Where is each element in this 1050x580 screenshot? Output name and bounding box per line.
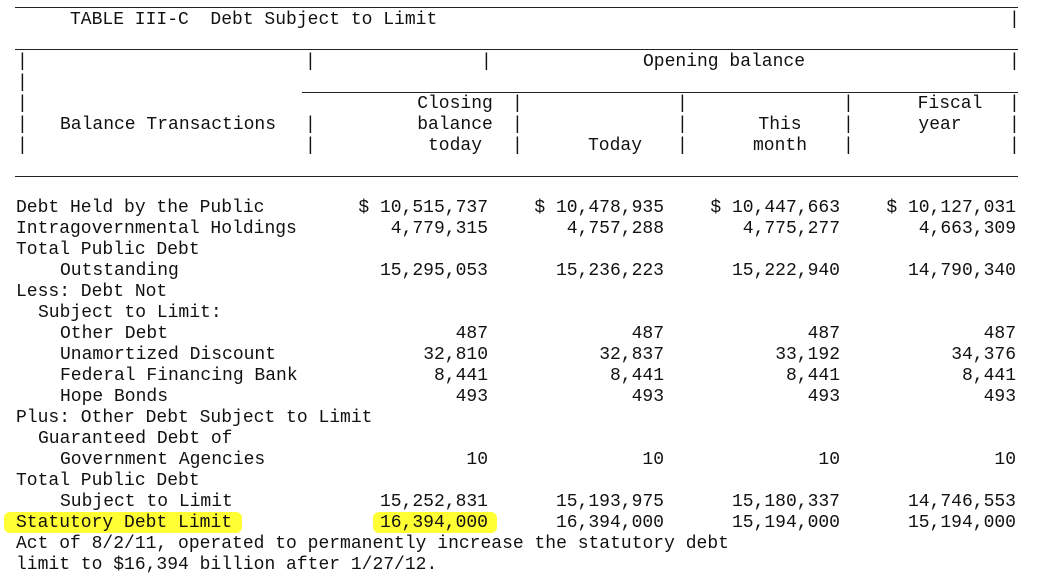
cell-this-month: 487 [807, 324, 840, 344]
row-label-subject-to-limit: Subject to Limit [60, 492, 233, 512]
border-bar: | [17, 73, 28, 93]
row-label-plus-other-debt: Plus: Other Debt Subject to Limit [16, 408, 373, 428]
cell-this-month: 10 [818, 450, 840, 470]
balance-transactions-header: Balance Transactions [60, 115, 277, 135]
border-bar: | [1009, 115, 1020, 135]
cell-today: 15,193,975 [555, 492, 664, 512]
cell-today: 16,394,000 [555, 513, 664, 533]
this-month-header-1: This [758, 115, 802, 135]
row-label-less-debt-not: Less: Debt Not [16, 282, 168, 302]
cell-closing: 32,810 [423, 345, 488, 365]
cell-today: 487 [631, 324, 664, 344]
border-bar: | [1009, 136, 1020, 156]
row-label-intragovernmental-holdings: Intragovernmental Holdings [16, 219, 297, 239]
cell-closing: 15,295,053 [379, 261, 488, 281]
border-bar: | [677, 136, 688, 156]
cell-fiscal-year: 493 [983, 387, 1016, 407]
border-bar: | [1009, 52, 1020, 72]
border-bar: | [512, 115, 523, 135]
border-bar: | [481, 52, 492, 72]
border-bar: | [843, 136, 854, 156]
cell-this-month: 15,194,000 [731, 513, 840, 533]
row-label-debt-held-by-public: Debt Held by the Public [16, 198, 265, 218]
cell-fiscal-year: 10 [994, 450, 1016, 470]
border-bar: | [305, 115, 316, 135]
footnote-line-2: limit to $16,394 billion after 1/27/12. [16, 555, 438, 575]
closing-header-2: balance [417, 115, 493, 135]
border-bar: | [1009, 10, 1020, 30]
cell-fiscal-year: 14,790,340 [907, 261, 1016, 281]
cell-this-month: 15,180,337 [731, 492, 840, 512]
row-label-subject-to-limit-colon: Subject to Limit: [38, 303, 222, 323]
cell-closing: 4,779,315 [390, 219, 488, 239]
border-bar: | [17, 136, 28, 156]
border-bar: | [512, 136, 523, 156]
cell-fiscal-year: 15,194,000 [907, 513, 1016, 533]
cell-this-month: 33,192 [775, 345, 840, 365]
border-bar: | [305, 52, 316, 72]
border-bar: | [17, 115, 28, 135]
cell-closing: 16,394,000 [379, 513, 488, 533]
table-title: TABLE III-C Debt Subject to Limit [70, 10, 438, 30]
cell-today: 15,236,223 [555, 261, 664, 281]
header-bottom-rule [15, 176, 1018, 177]
cell-today: 32,837 [599, 345, 664, 365]
border-bar: | [17, 94, 28, 114]
border-bar: | [843, 94, 854, 114]
cell-this-month: 8,441 [785, 366, 840, 386]
cell-fiscal-year: 8,441 [961, 366, 1016, 386]
row-label-statutory-debt-limit: Statutory Debt Limit [16, 513, 233, 533]
closing-header-1: Closing [417, 94, 493, 114]
border-bar: | [843, 115, 854, 135]
cell-this-month: $ 10,447,663 [710, 198, 840, 218]
border-bar: | [512, 94, 523, 114]
footnote-line-1: Act of 8/2/11, operated to permanently increase the statutory debt [16, 534, 729, 554]
cell-today: 4,757,288 [566, 219, 664, 239]
cell-today: 10 [642, 450, 664, 470]
row-label-other-debt: Other Debt [60, 324, 169, 344]
cell-closing: $ 10,515,737 [358, 198, 488, 218]
cell-fiscal-year: 487 [983, 324, 1016, 344]
cell-closing: 487 [455, 324, 488, 344]
row-label-unamortized-discount: Unamortized Discount [60, 345, 277, 365]
fiscal-year-header-2: year [918, 115, 962, 135]
border-bar: | [1009, 94, 1020, 114]
closing-header-3: today [427, 136, 482, 156]
fiscal-year-header-1: Fiscal [917, 94, 983, 114]
row-label-total-public-debt-2: Total Public Debt [16, 471, 200, 491]
row-label-total-public-debt: Total Public Debt [16, 240, 200, 260]
cell-closing: 15,252,831 [379, 492, 488, 512]
row-label-hope-bonds: Hope Bonds [60, 387, 169, 407]
cell-fiscal-year: 14,746,553 [907, 492, 1016, 512]
cell-fiscal-year: 34,376 [951, 345, 1016, 365]
cell-closing: 10 [466, 450, 488, 470]
cell-this-month: 15,222,940 [731, 261, 840, 281]
cell-closing: 493 [455, 387, 488, 407]
border-bar: | [677, 94, 688, 114]
cell-fiscal-year: $ 10,127,031 [886, 198, 1016, 218]
header-top-rule [15, 49, 1018, 50]
row-label-government-agencies: Government Agencies [60, 450, 266, 470]
cell-fiscal-year: 4,663,309 [918, 219, 1016, 239]
cell-today: 493 [631, 387, 664, 407]
row-label-guaranteed-debt: Guaranteed Debt of [38, 429, 233, 449]
cell-this-month: 4,775,277 [742, 219, 840, 239]
top-rule [15, 7, 1018, 8]
border-bar: | [17, 52, 28, 72]
this-month-header-2: month [752, 136, 807, 156]
today-header: Today [587, 136, 642, 156]
cell-today: 8,441 [609, 366, 664, 386]
row-label-outstanding: Outstanding [60, 261, 179, 281]
row-label-federal-financing-bank: Federal Financing Bank [60, 366, 298, 386]
cell-this-month: 493 [807, 387, 840, 407]
cell-today: $ 10,478,935 [534, 198, 664, 218]
opening-balance-header: Opening balance [642, 52, 806, 72]
opening-balance-rule [302, 92, 1018, 93]
cell-closing: 8,441 [433, 366, 488, 386]
border-bar: | [677, 115, 688, 135]
border-bar: | [305, 136, 316, 156]
